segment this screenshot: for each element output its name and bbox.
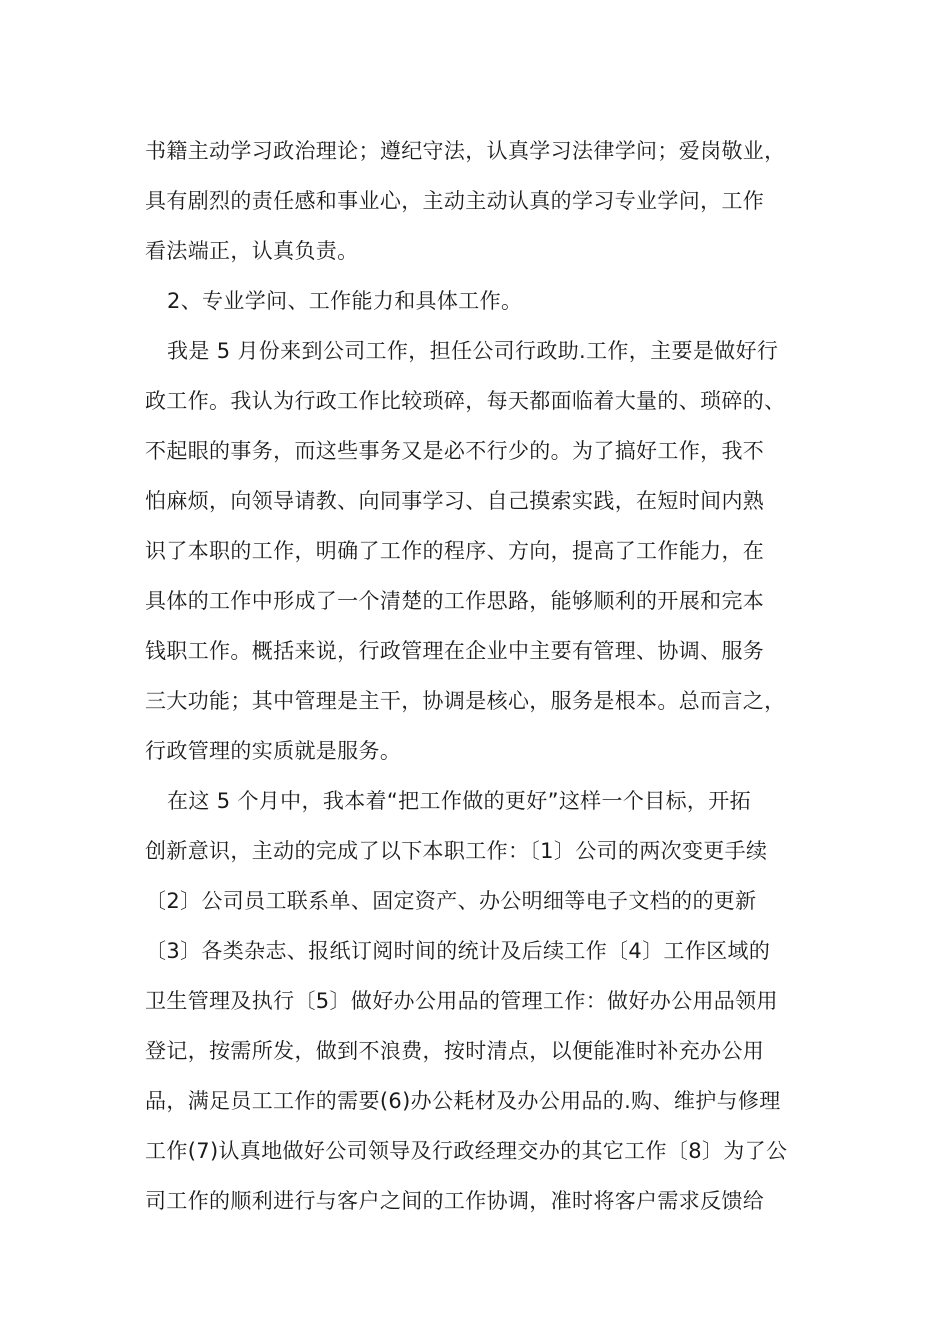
text-line: 我是 5 月份来到公司工作，担任公司行政助.工作，主要是做好行: [167, 339, 779, 363]
text-line: 品，满足员工工作的需要(6)办公耗材及办公用品的.购、维护与修理: [145, 1089, 781, 1113]
text-line: 工作(7)认真地做好公司领导及行政经理交办的其它工作〔8〕为了公: [145, 1139, 788, 1163]
text-line: 创新意识，主动的完成了以下本职工作：〔1〕公司的两次变更手续: [145, 839, 768, 863]
section-heading: 2、专业学问、工作能力和具体工作。: [167, 289, 523, 313]
text-line: 政工作。我认为行政工作比较琐碎，每天都面临着大量的、琐碎的、: [145, 389, 786, 413]
text-line: 〔2〕公司员工联系单、固定资产、办公明细等电子文档的的更新: [145, 889, 757, 913]
text-line: 在这 5 个月中，我本着“把工作做的更好”这样一个目标，开拓: [167, 789, 751, 813]
text-line: 行政管理的实质就是服务。: [145, 739, 402, 763]
text-line: 具体的工作中形成了一个清楚的工作思路，能够顺利的开展和完本: [145, 589, 765, 613]
text-line: 怕麻烦，向领导请教、向同事学习、自己摸索实践，在短时间内熟: [145, 489, 765, 513]
text-line: 〔3〕各类杂志、报纸订阅时间的统计及后续工作〔4〕工作区域的: [145, 939, 771, 963]
text-line: 三大功能；其中管理是主干，协调是核心，服务是根本。总而言之，: [145, 689, 786, 713]
text-line: 卫生管理及执行〔5〕做好办公用品的管理工作：做好办公用品领用: [145, 989, 778, 1013]
text-line: 不起眼的事务，而这些事务又是必不行少的。为了搞好工作，我不: [145, 439, 765, 463]
text-line: 书籍主动学习政治理论；遵纪守法，认真学习法律学问；爱岗敬业，: [145, 139, 786, 163]
document-body: [145, 126, 835, 1226]
text-line: 钱职工作。概括来说，行政管理在企业中主要有管理、协调、服务: [145, 639, 765, 663]
text-line: 登记，按需所发，做到不浪费，按时清点，以便能准时补充办公用: [145, 1039, 765, 1063]
text-line: 看法端正，认真负责。: [145, 239, 359, 263]
text-line: 识了本职的工作，明确了工作的程序、方向，提高了工作能力，在: [145, 539, 765, 563]
text-line: 司工作的顺利进行与客户之间的工作协调，准时将客户需求反馈给: [145, 1189, 765, 1213]
text-line: 具有剧烈的责任感和事业心，主动主动认真的学习专业学问，工作: [145, 189, 765, 213]
